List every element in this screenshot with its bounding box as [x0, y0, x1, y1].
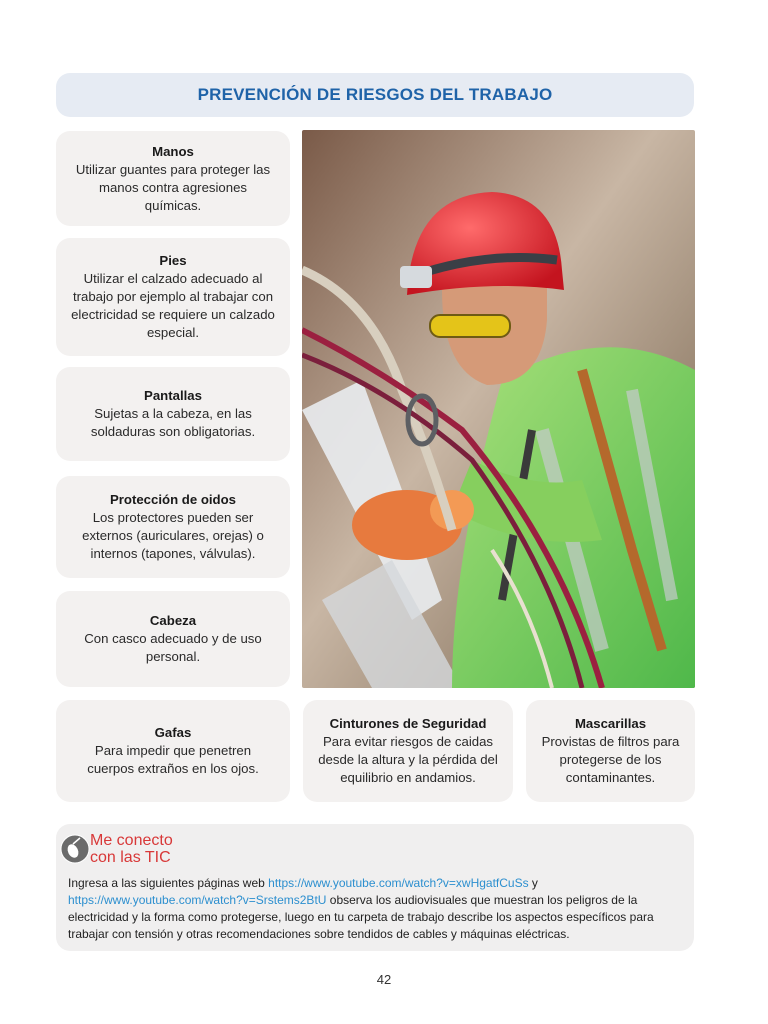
- card-body: Utilizar el calzado adecuado al trabajo por ejemplo al trabajar con electricidad se requiere un calzado especial.: [71, 271, 275, 340]
- tic-heading: [90, 832, 173, 866]
- card-title: Cabeza: [149, 613, 197, 628]
- card-pantallas: [56, 367, 290, 461]
- card-gafas: [56, 700, 290, 802]
- card-cabeza: [56, 591, 290, 687]
- page-number: 42: [376, 972, 392, 987]
- card-title: Mascarillas: [574, 716, 647, 731]
- tic-text-part: y: [528, 876, 538, 890]
- card-title: Pantallas: [144, 388, 202, 403]
- tic-section: [56, 824, 694, 951]
- card-oidos: [56, 476, 290, 578]
- tic-paragraph: [68, 875, 684, 943]
- card-title: Pies: [159, 253, 187, 268]
- card-title: Manos: [152, 143, 194, 159]
- globe-mouse-icon: [60, 834, 90, 864]
- card-body: Para impedir que penetren cuerpos extraños en los ojos.: [87, 743, 259, 776]
- card-pies: [56, 238, 290, 356]
- card-cinturones: [303, 700, 513, 802]
- youtube-link-1[interactable]: https://www.youtube.com/watch?v=xwHgatfCuSs: [268, 876, 529, 890]
- tic-heading-line2: con las TIC: [90, 849, 171, 866]
- tic-heading-line1: Me conecto: [90, 832, 173, 849]
- card-body: Utilizar guantes para proteger las manos contra agresiones químicas.: [75, 161, 271, 213]
- card-body: Provistas de filtros para protegerse de los contaminantes.: [541, 734, 680, 785]
- youtube-link-2[interactable]: https://www.youtube.com/watch?v=Srstems2BtU: [68, 893, 327, 907]
- card-body: Los protectores pueden ser externos (auriculares, orejas) o internos (tapones, válvulas).: [82, 510, 264, 561]
- card-title: Protección de oidos: [109, 492, 237, 507]
- card-body: Para evitar riesgos de caidas desde la altura y la pérdida del equilibrio en andamios.: [318, 734, 498, 785]
- card-title: Gafas: [154, 725, 192, 740]
- card-mascarillas: [526, 700, 695, 802]
- card-title: Cinturones de Seguridad: [329, 716, 487, 731]
- worker-photo: [302, 130, 695, 688]
- tic-text-part: Ingresa a las siguientes páginas web: [68, 876, 269, 890]
- card-body: Sujetas a la cabeza, en las soldaduras son obligatorias.: [90, 406, 256, 439]
- title-banner: [56, 73, 694, 117]
- page-title: PREVENCIÓN DE RIESGOS DEL TRABAJO: [197, 85, 553, 104]
- tic-text-part: observa los audiovisuales que muestran los peligros de la electricidad y la forma como protegerse, luego en tu carpeta de trabajo describe los aspectos específicos para trabajar con tensión y otras recomendaciones sobre tendidos de cables y máquinas eléctricas.: [68, 893, 654, 941]
- card-body: Con casco adecuado y de uso personal.: [84, 631, 262, 664]
- card-manos: [56, 131, 290, 226]
